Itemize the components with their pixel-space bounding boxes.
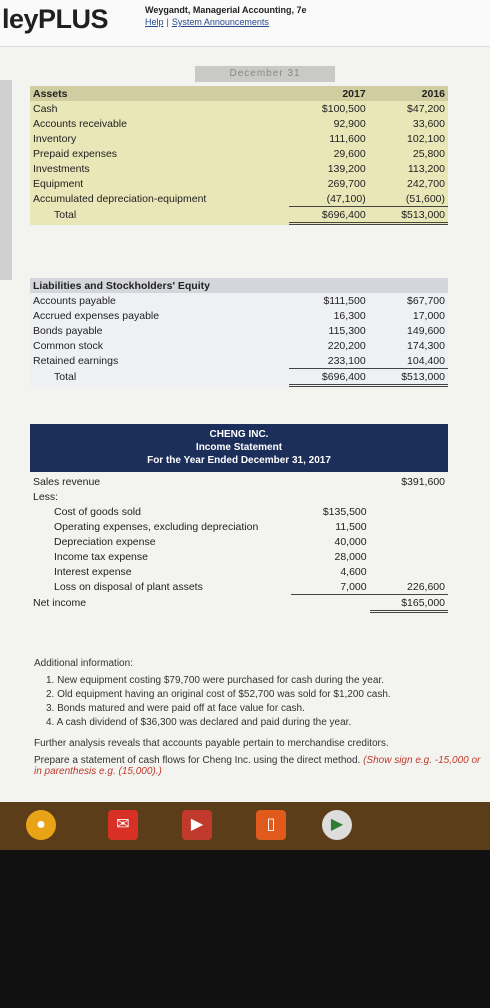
table-row	[30, 101, 448, 116]
year-2016-heading: 2016	[369, 86, 448, 101]
table-row	[30, 308, 448, 323]
total-label: Total	[54, 209, 77, 221]
value-2017: 233,100	[289, 353, 368, 369]
total-2017: $696,400	[289, 369, 368, 386]
additional-list	[34, 675, 484, 728]
expense-label: Depreciation expense	[54, 535, 156, 548]
value-2016: 242,700	[407, 177, 445, 190]
expenses-total: 226,600	[370, 579, 448, 595]
row-label: Retained earnings	[33, 354, 119, 367]
expense-value: 11,500	[335, 520, 367, 533]
value-2016: 17,000	[412, 309, 445, 322]
table-row	[30, 338, 448, 353]
mail-icon[interactable]: ✉	[108, 810, 138, 840]
value-2016: (51,600)	[369, 191, 448, 207]
value-2017: 29,600	[333, 147, 366, 160]
value-2017: $111,500	[323, 294, 366, 307]
system-announcements-link[interactable]: System Announcements	[171, 17, 269, 27]
expense-row	[30, 579, 448, 595]
statement-title: Income Statement	[195, 442, 283, 453]
expense-value: 4,600	[340, 565, 367, 578]
value-2017: 139,200	[327, 162, 366, 175]
table-row	[30, 161, 448, 176]
total-2016: $513,000	[369, 207, 448, 224]
table-row	[30, 146, 448, 161]
expense-label: Interest expense	[54, 565, 132, 578]
value-2016: 33,600	[412, 117, 445, 130]
row-label: Prepaid expenses	[33, 147, 118, 160]
prepare-instruction	[34, 755, 484, 777]
liabilities-table	[30, 278, 448, 387]
value-2017: 92,900	[333, 117, 366, 130]
value-2016: 174,300	[407, 339, 445, 352]
value-2016: 149,600	[407, 324, 445, 337]
row-label: Accounts payable	[33, 294, 116, 307]
value-2017: 269,700	[327, 177, 366, 190]
total-2016: $513,000	[369, 369, 448, 386]
expense-value: $135,500	[322, 505, 367, 518]
sign-hint: (Show sign e.g. -15,000 or in parenthesis e.g. (15,000).)	[34, 755, 481, 777]
sales-row	[30, 474, 448, 489]
expense-label: Income tax expense	[54, 550, 148, 563]
statement-period: For the Year Ended December 31, 2017	[147, 455, 331, 466]
chrome-icon[interactable]: ●	[26, 810, 56, 840]
top-bar	[0, 0, 490, 47]
income-statement-header	[30, 424, 448, 472]
table-row	[30, 191, 448, 207]
expense-row	[30, 564, 448, 579]
row-label: Accumulated depreciation-equipment	[33, 192, 207, 205]
sales-label: Sales revenue	[33, 475, 101, 488]
income-statement-table	[30, 474, 448, 613]
expense-value: 28,000	[334, 550, 367, 563]
taskbar	[0, 802, 490, 850]
value-2016: 102,100	[407, 132, 445, 145]
expense-row	[30, 504, 448, 519]
value-2017: $100,500	[321, 102, 366, 115]
net-income-value: $165,000	[370, 595, 448, 612]
expense-value: 7,000	[291, 579, 369, 595]
prepare-text: Prepare a statement of cash flows for Cheng Inc. using the direct method.	[34, 755, 361, 766]
assets-header-row	[30, 86, 448, 101]
expense-label: Operating expenses, excluding depreciation	[54, 520, 259, 533]
row-label: Investments	[33, 162, 90, 175]
list-item: 4. A cash dividend of $36,300 was declared and paid during the year.	[46, 717, 352, 728]
row-label: Bonds payable	[33, 324, 103, 337]
row-label: Inventory	[33, 132, 77, 145]
assets-heading: Assets	[30, 86, 289, 101]
row-label: Equipment	[33, 177, 84, 190]
company-name: CHENG INC.	[209, 429, 269, 440]
wileyplus-logo: leyPLUS	[2, 4, 109, 34]
net-income-label: Net income	[33, 597, 87, 609]
total-row	[30, 369, 448, 386]
sales-value: $391,600	[401, 475, 445, 488]
help-link[interactable]: Help	[145, 17, 164, 27]
table-row	[30, 293, 448, 308]
value-2016: 25,800	[412, 147, 445, 160]
video-icon[interactable]: ▶	[182, 810, 212, 840]
value-2017: (47,100)	[289, 191, 368, 207]
expense-value: 40,000	[334, 535, 367, 548]
liabilities-heading: Liabilities and Stockholders' Equity	[30, 278, 289, 293]
office-icon[interactable]: ▯	[256, 810, 286, 840]
link-separator: |	[166, 17, 169, 27]
value-2017: 220,200	[327, 339, 366, 352]
date-banner: December 31	[195, 66, 335, 82]
row-label: Accounts receivable	[33, 117, 127, 130]
additional-heading: Additional information:	[34, 658, 133, 669]
total-row	[30, 207, 448, 224]
assets-table	[30, 86, 448, 225]
less-row	[30, 489, 448, 504]
net-income-row	[30, 595, 448, 612]
list-item: 1. New equipment costing $79,700 were purchased for cash during the year.	[46, 675, 384, 686]
top-links	[145, 17, 272, 27]
expense-row	[30, 519, 448, 534]
row-label: Common stock	[33, 339, 104, 352]
value-2017: 111,600	[329, 132, 366, 145]
value-2017: 115,300	[328, 324, 366, 337]
table-row	[30, 176, 448, 191]
play-store-icon[interactable]: ▶	[322, 810, 352, 840]
total-label: Total	[54, 371, 77, 383]
book-title: Weygandt, Managerial Accounting, 7e	[145, 5, 307, 15]
table-row	[30, 131, 448, 146]
less-label: Less:	[33, 490, 59, 503]
value-2016: 104,400	[369, 353, 448, 369]
table-row	[30, 116, 448, 131]
further-analysis: Further analysis reveals that accounts payable pertain to merchandise creditors.	[34, 738, 389, 749]
list-item: 2. Old equipment having an original cost of $52,700 was sold for $1,200 cash.	[46, 689, 391, 700]
total-2017: $696,400	[289, 207, 368, 224]
expense-label: Loss on disposal of plant assets	[54, 580, 203, 593]
left-strip	[0, 80, 12, 280]
expense-row	[30, 534, 448, 549]
row-label: Cash	[33, 102, 58, 115]
table-row	[30, 323, 448, 338]
value-2017: 16,300	[333, 309, 366, 322]
expense-label: Cost of goods sold	[54, 505, 141, 518]
list-item: 3. Bonds matured and were paid off at face value for cash.	[46, 703, 305, 714]
expense-row	[30, 549, 448, 564]
additional-information	[34, 658, 484, 783]
bottom-bezel	[0, 850, 490, 1008]
value-2016: 113,200	[407, 162, 445, 175]
value-2016: $47,200	[407, 102, 445, 115]
table-row	[30, 353, 448, 369]
value-2016: $67,700	[407, 294, 445, 307]
liabilities-header-row	[30, 278, 448, 293]
year-2017-heading: 2017	[289, 86, 368, 101]
row-label: Accrued expenses payable	[33, 309, 160, 322]
